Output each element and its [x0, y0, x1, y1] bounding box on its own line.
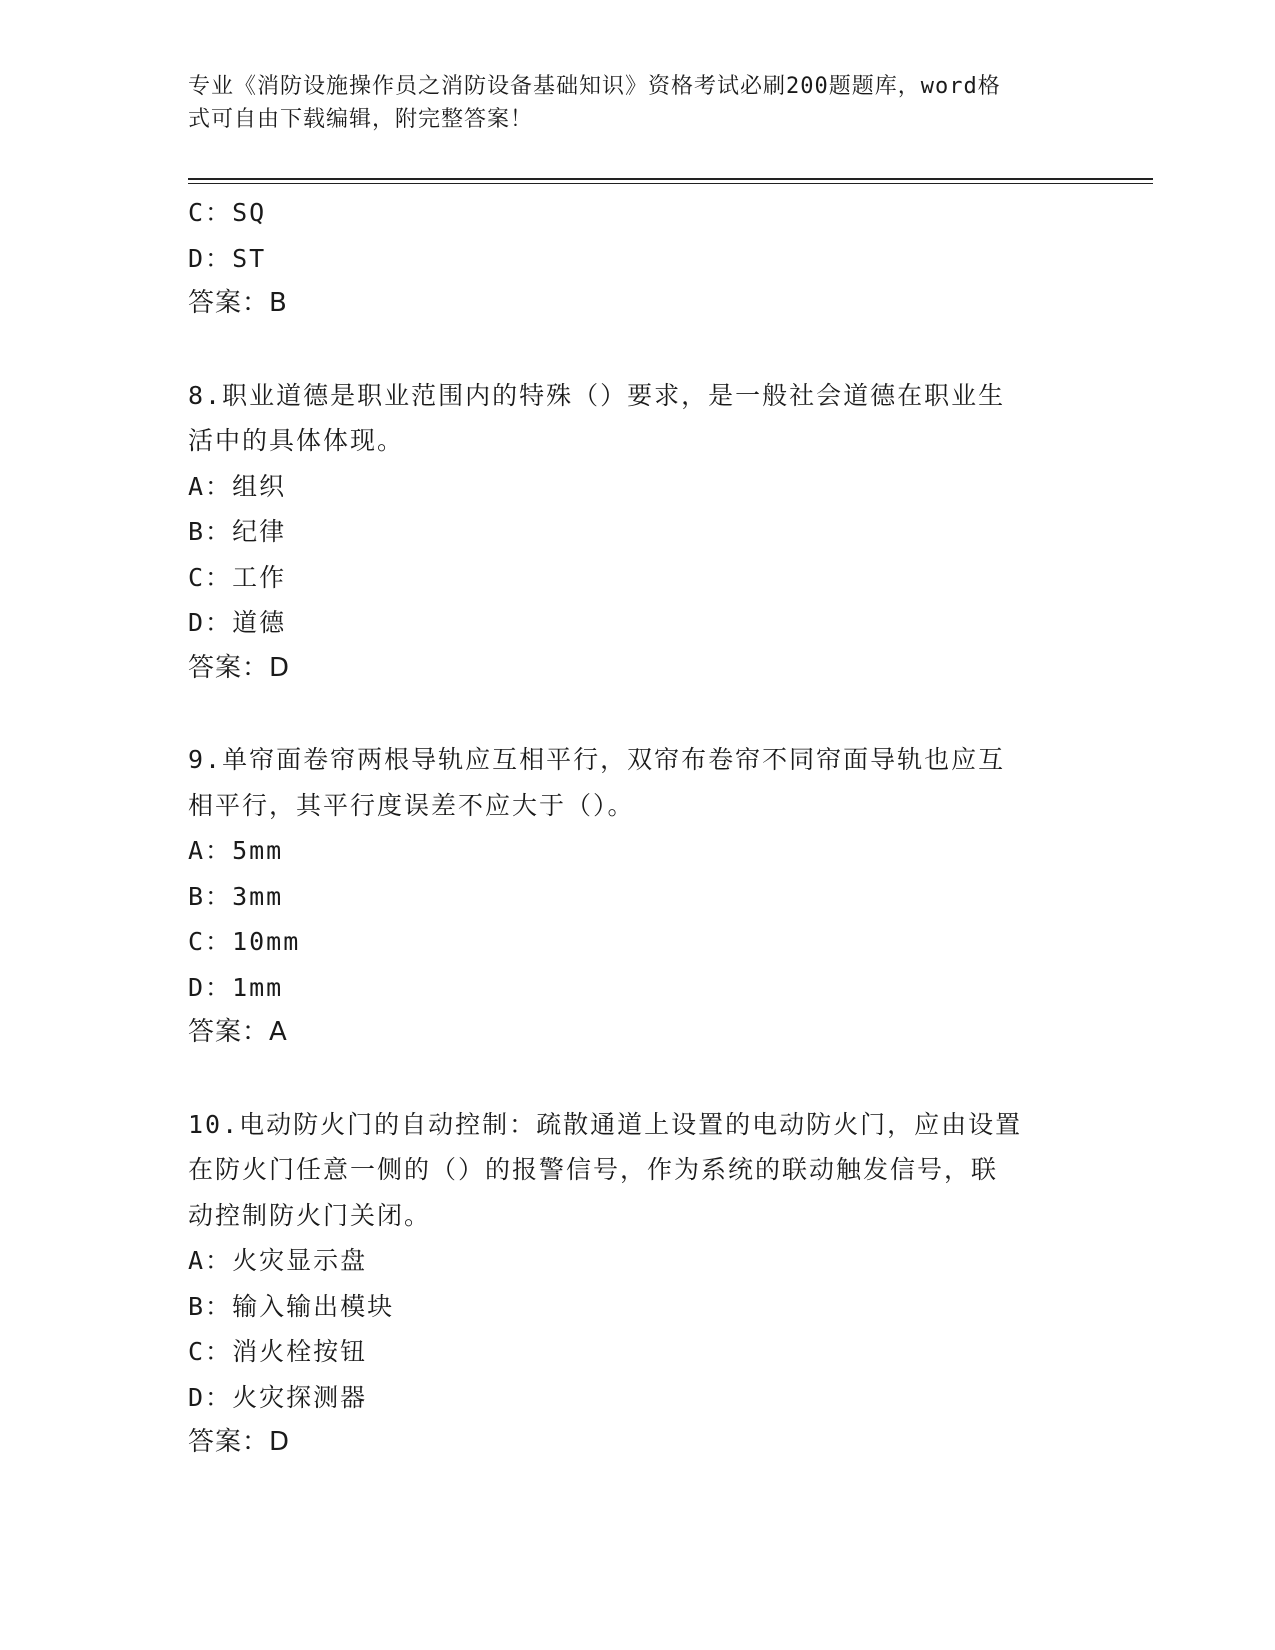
header-line-1: 专业《消防设施操作员之消防设备基础知识》资格考试必刷200题题库，word格 — [188, 74, 1001, 99]
question-10 — [188, 1102, 1068, 1466]
header-rule-thin — [188, 183, 1153, 184]
option-b: B：纪律 — [188, 517, 287, 546]
question-stem-line: 8.职业道德是职业范围内的特殊（）要求，是一般社会道德在职业生 — [188, 380, 1006, 410]
answer-line: 答案：B — [188, 288, 288, 318]
option-c: C：消火栓按钮 — [188, 1337, 368, 1366]
question-9 — [188, 737, 1068, 1056]
option-d: D：ST — [188, 243, 267, 273]
option-d: D：1mm — [188, 972, 284, 1002]
question-stem-line: 9.单帘面卷帘两根导轨应互相平行，双帘布卷帘不同帘面导轨也应互 — [188, 745, 1006, 774]
question-stem-line: 活中的具体体现。 — [188, 426, 405, 455]
answer-line: 答案：A — [188, 1017, 288, 1047]
option-b: B：输入输出模块 — [188, 1291, 395, 1321]
option-a: A：5mm — [188, 836, 284, 865]
option-d: D：火灾探测器 — [188, 1382, 368, 1412]
option-c: C：10mm — [188, 927, 301, 956]
page-header — [188, 70, 1068, 136]
option-b: B：3mm — [188, 881, 284, 911]
answer-line: 答案：D — [188, 1427, 291, 1457]
question-stem-line: 10.电动防火门的自动控制：疏散通道上设置的电动防火门，应由设置 — [188, 1109, 1023, 1139]
answer-line: 答案：D — [188, 652, 291, 683]
option-a: A：组织 — [188, 471, 287, 501]
question-list — [188, 190, 1068, 1466]
option-c: C：SQ — [188, 198, 267, 227]
header-line-2: 式可自由下载编辑，附完整答案！ — [188, 107, 534, 132]
question-stem-line: 动控制防火门关闭。 — [188, 1200, 432, 1230]
header-rule-thick — [188, 178, 1153, 180]
question-7-tail — [188, 190, 1068, 327]
question-stem-line: 相平行，其平行度误差不应大于（）。 — [188, 790, 635, 820]
option-a: A：火灾显示盘 — [188, 1246, 368, 1275]
question-8 — [188, 373, 1068, 692]
question-stem-line: 在防火门任意一侧的（）的报警信号，作为系统的联动触发信号，联 — [188, 1155, 999, 1184]
option-c: C：工作 — [188, 562, 287, 592]
option-d: D：道德 — [188, 608, 287, 637]
